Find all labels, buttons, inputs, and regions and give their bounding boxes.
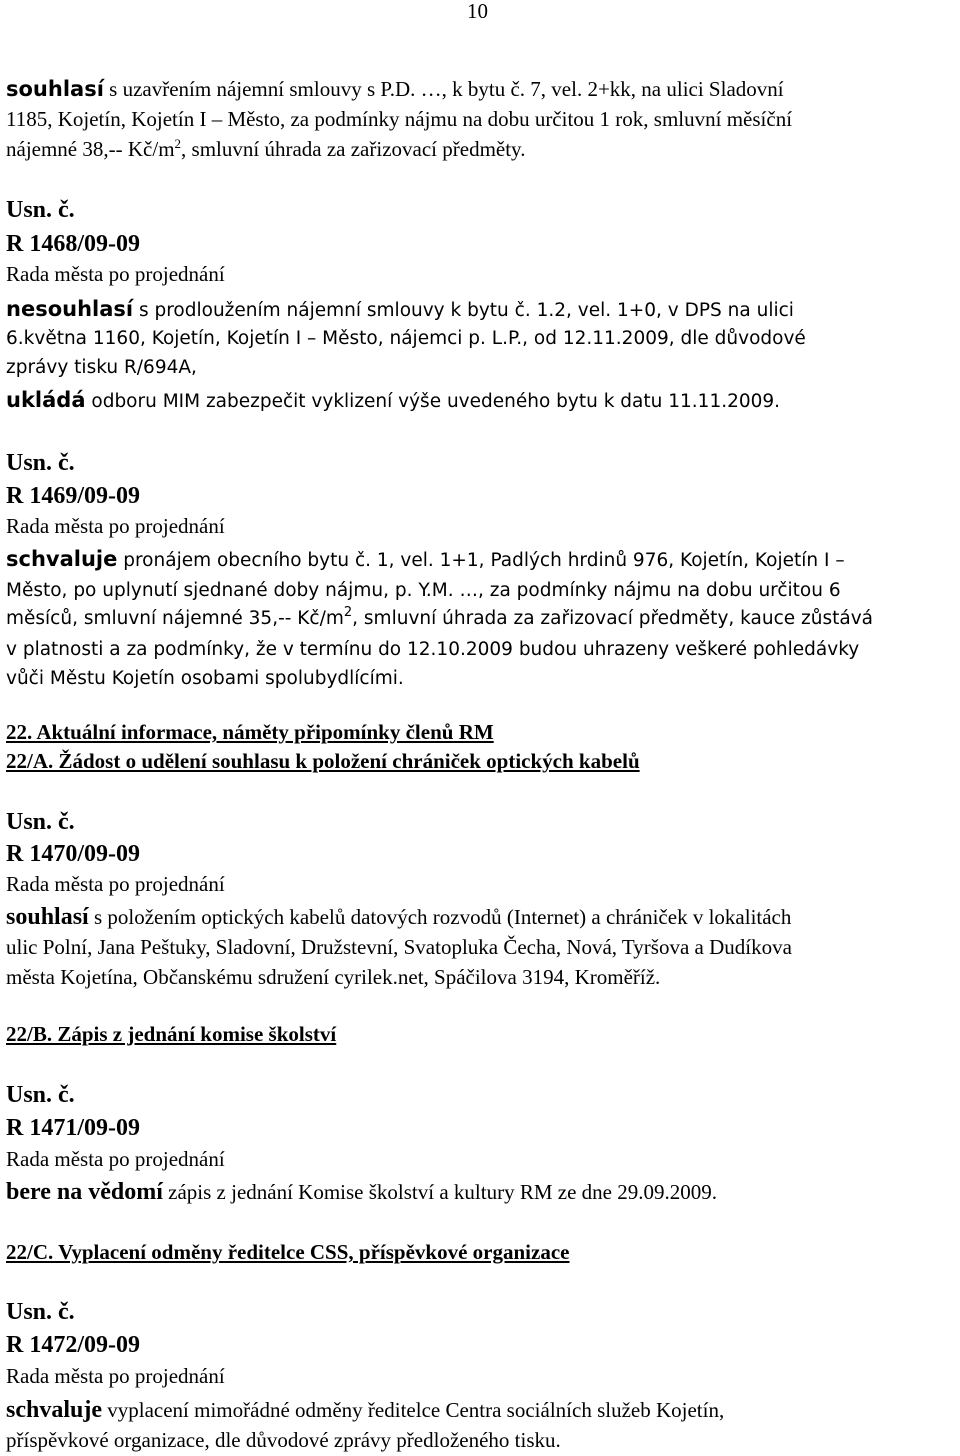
r1468-line-3: zprávy tisku R/694A, bbox=[6, 357, 197, 378]
r1469-line-5: vůči Městu Kojetín osobami spolubydlícími. bbox=[6, 668, 404, 689]
keyword-nesouhlasi: nesouhlasí bbox=[6, 297, 134, 321]
r1470-line-1: souhlasí s položením optických kabelů datových rozvodů (Internet) a chrániček v lokalitách bbox=[6, 904, 792, 930]
r1472-line-1: schvaluje vyplacení mimořádné odměny ředitelce Centra sociálních služeb Kojetín, bbox=[6, 1397, 725, 1423]
r1468-line-1: nesouhlasí s prodloužením nájemní smlouvy k bytu č. 1.2, vel. 1+0, v DPS na ulici bbox=[6, 297, 794, 321]
resolution-number: R 1472/09-09 bbox=[6, 1332, 140, 1358]
r1470-line-2: ulic Polní, Jana Peštuky, Sladovní, Družstevní, Svatopluka Čecha, Nová, Tyršova a Dudíkova bbox=[6, 935, 792, 959]
resolution-label: Usn. č. bbox=[6, 1082, 75, 1108]
r1469-line-2: Město, po uplynutí sjednané doby nájmu, p. Y.M. …, za podmínky nájmu na dobu určitou 6 bbox=[6, 580, 841, 601]
page-number: 10 bbox=[467, 0, 488, 23]
resolution-label: Usn. č. bbox=[6, 1299, 75, 1325]
council-line: Rada města po projednání bbox=[6, 872, 225, 896]
p1-line-3: nájemné 38,-- $Kč/m^2$, smluvní úhrada za zařizovací předměty. bbox=[6, 136, 526, 161]
section-heading-22b: 22/B. Zápis z jednání komise školství bbox=[6, 1022, 337, 1046]
keyword-souhlasi: souhlasí bbox=[6, 77, 104, 101]
r1470-line-3: města Kojetína, Občanskému sdružení cyrilek.net, Spáčilova 3194, Kroměříž. bbox=[6, 965, 661, 989]
council-line: Rada města po projednání bbox=[6, 1147, 225, 1171]
r1469-line-1: schvaluje pronájem obecního bytu č. 1, vel. 1+1, Padlých hrdinů 976, Kojetín, Kojetín I – bbox=[6, 547, 845, 571]
resolution-label: Usn. č. bbox=[6, 197, 75, 223]
resolution-number: R 1471/09-09 bbox=[6, 1115, 140, 1141]
resolution-number: R 1470/09-09 bbox=[6, 841, 140, 867]
r1468-line-2: 6.května 1160, Kojetín, Kojetín I – Město, nájemci p. L.P., od 12.11.2009, dle důvodové bbox=[6, 328, 806, 349]
resolution-label: Usn. č. bbox=[6, 450, 75, 476]
section-heading-22: 22. Aktuální informace, náměty připomínky členů RM bbox=[6, 720, 494, 744]
r1471-line-1: bere na vědomí zápis z jednání Komise školství a kultury RM ze dne 29.09.2009. bbox=[6, 1179, 717, 1205]
council-line: Rada města po projednání bbox=[6, 514, 225, 538]
section-heading-22a: 22/A. Žádost o udělení souhlasu k položení chrániček optických kabelů bbox=[6, 749, 640, 773]
council-line: Rada města po projednání bbox=[6, 1364, 225, 1388]
resolution-label: Usn. č. bbox=[6, 809, 75, 835]
keyword-schvaluje: schvaluje bbox=[6, 547, 118, 571]
council-line: Rada města po projednání bbox=[6, 262, 225, 286]
p1-line-2: 1185, Kojetín, Kojetín I – Město, za podmínky nájmu na dobu určitou 1 rok, smluvní měsíční bbox=[6, 107, 793, 131]
keyword-schvaluje: schvaluje bbox=[6, 1397, 102, 1423]
r1469-line-3: měsíců, smluvní nájemné 35,-- $Kč/m^2$, smluvní úhrada za zařizovací předměty, kauce zůstává bbox=[6, 605, 873, 629]
r1472-line-2: příspěvkové organizace, dle důvodové zprávy předloženého tisku. bbox=[6, 1428, 561, 1452]
p1-line-1: souhlasí s uzavřením nájemní smlouvy s P.D. …, k bytu č. 7, vel. 2+kk, na ulici Sladovní bbox=[6, 77, 784, 101]
resolution-number: R 1469/09-09 bbox=[6, 483, 140, 509]
section-heading-22c: 22/C. Vyplacení odměny ředitelce CSS, příspěvkové organizace bbox=[6, 1240, 570, 1264]
r1468-line-4: ukládá odboru MIM zabezpečit vyklizení výše uvedeného bytu k datu 11.11.2009. bbox=[6, 388, 781, 412]
keyword-souhlasi: souhlasí bbox=[6, 904, 89, 930]
r1469-line-4: v platnosti a za podmínky, že v termínu do 12.10.2009 budou uhrazeny veškeré pohledávky bbox=[6, 639, 860, 660]
resolution-number: R 1468/09-09 bbox=[6, 231, 140, 257]
keyword-bere-na-vedomi: bere na vědomí bbox=[6, 1179, 163, 1205]
keyword-uklada: ukládá bbox=[6, 388, 86, 412]
